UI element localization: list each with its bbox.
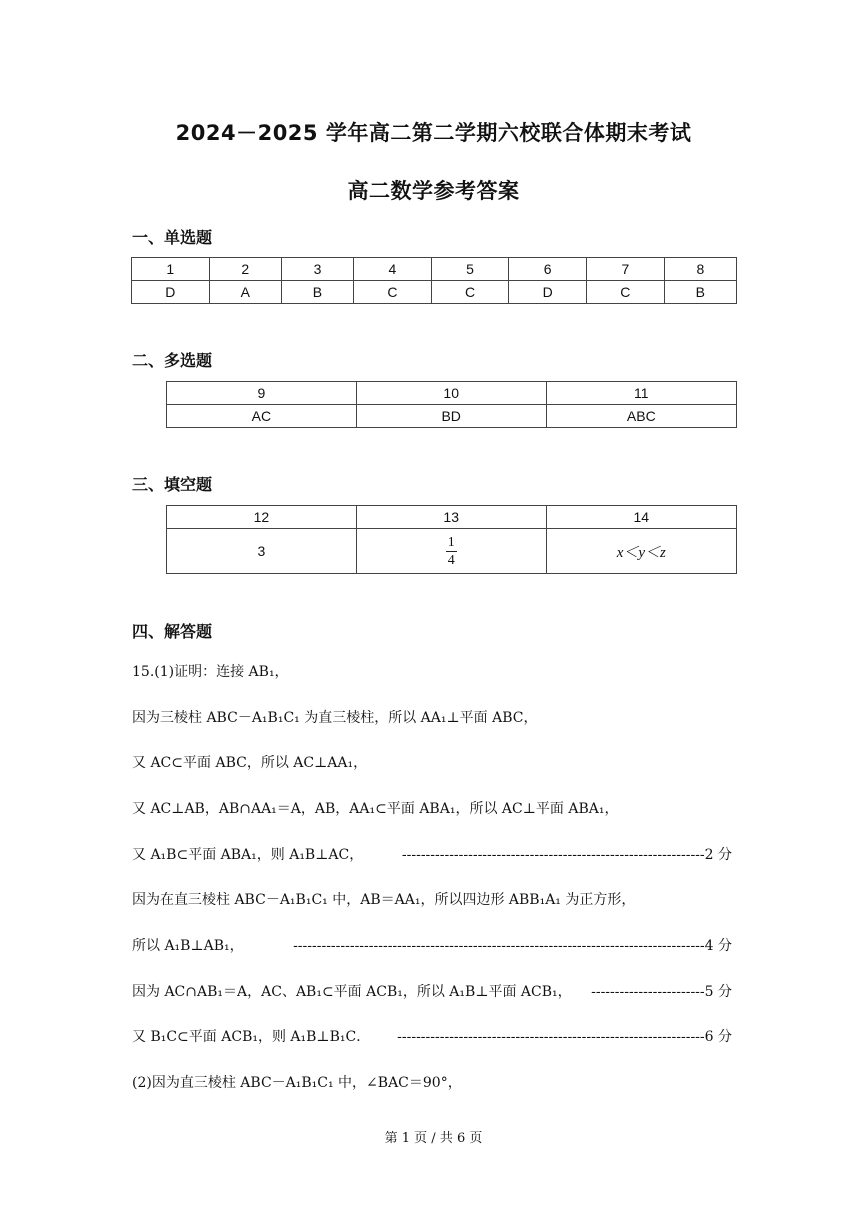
table-cell: B — [281, 281, 353, 304]
score-marker: ---------------------------------------------------------------------------------------4 分 — [293, 938, 732, 954]
solution-line — [132, 1026, 732, 1046]
solution-text: 所以 A₁B⊥AB₁， — [132, 938, 244, 954]
table-cell: x＜y＜z — [546, 529, 736, 574]
table-cell: D — [509, 281, 587, 304]
solution-line — [132, 844, 732, 864]
section-solutions: 四、解答题 — [132, 622, 213, 641]
solution-line — [132, 1072, 732, 1092]
solution-text: 因为 AC∩AB₁＝A，AC、AB₁⊂平面 ACB₁，所以 A₁B⊥平面 ACB₁， — [132, 984, 572, 1000]
solution-text: 因为三棱柱 ABC－A₁B₁C₁ 为直三棱柱，所以 AA₁⊥平面 ABC， — [132, 710, 538, 726]
table-cell: C — [354, 281, 432, 304]
table-cell: 13 — [356, 506, 546, 529]
solution-line — [132, 707, 732, 727]
table-cell: 2 — [209, 258, 281, 281]
table-cell: BD — [356, 405, 546, 428]
table-cell: ABC — [546, 405, 736, 428]
solution-line — [132, 889, 732, 909]
solution-line — [132, 752, 732, 772]
fill-blank-table — [166, 505, 737, 574]
exam-title: 2024－2025 学年高二第二学期六校联合体期末考试 — [175, 121, 692, 145]
answer-key-title: 高二数学参考答案 — [347, 179, 520, 203]
single-choice-table — [131, 257, 737, 304]
table-cell: B — [664, 281, 736, 304]
table-cell: 14 — [546, 506, 736, 529]
table-cell: D — [132, 281, 210, 304]
section-multi-choice: 二、多选题 — [132, 351, 213, 370]
fraction-numerator: 1 — [447, 534, 455, 550]
score-marker: ----------------------------------------------------------------2 分 — [401, 847, 732, 863]
table-cell: 5 — [431, 258, 509, 281]
table-cell: 12 — [167, 506, 357, 529]
table-cell: 6 — [509, 258, 587, 281]
solution-text: 又 AC⊂平面 ABC，所以 AC⊥AA₁， — [132, 755, 368, 771]
table-cell: 9 — [167, 382, 357, 405]
fraction-denominator: 4 — [447, 552, 455, 568]
section-fill-blank: 三、填空题 — [132, 475, 213, 494]
solution-text: 因为在直三棱柱 ABC－A₁B₁C₁ 中，AB＝AA₁，所以四边形 ABB₁A₁ 为正方形， — [132, 892, 636, 908]
solution-line — [132, 935, 732, 955]
table-cell: 8 — [664, 258, 736, 281]
solution-line — [132, 661, 732, 681]
table-cell: C — [431, 281, 509, 304]
score-marker: -----------------------------------------------------------------6 分 — [397, 1029, 732, 1045]
section-single-choice: 一、单选题 — [132, 228, 213, 247]
table-cell: AC — [167, 405, 357, 428]
fraction — [446, 534, 457, 569]
table-cell: 10 — [356, 382, 546, 405]
table-cell: 4 — [354, 258, 432, 281]
solution-line — [132, 981, 732, 1001]
solution-text: 又 A₁B⊂平面 ABA₁，则 A₁B⊥AC， — [132, 847, 364, 863]
multi-choice-table — [166, 381, 737, 428]
solution-text: (2)因为直三棱柱 ABC－A₁B₁C₁ 中，∠BAC＝90°， — [132, 1075, 462, 1091]
table-cell: 7 — [587, 258, 665, 281]
table-cell: C — [587, 281, 665, 304]
table-cell: 3 — [281, 258, 353, 281]
table-cell: 11 — [546, 382, 736, 405]
table-cell: 1 — [132, 258, 210, 281]
solution-line — [132, 798, 732, 818]
table-cell: A — [209, 281, 281, 304]
table-cell — [356, 529, 546, 574]
solution-text: 又 AC⊥AB，AB∩AA₁＝A，AB，AA₁⊂平面 ABA₁，所以 AC⊥平面 ABA₁， — [132, 801, 619, 817]
table-cell: 3 — [167, 529, 357, 574]
score-marker: ------------------------5 分 — [591, 984, 732, 1000]
page-footer: 第 1 页 / 共 6 页 — [384, 1131, 483, 1146]
solution-text: 又 B₁C⊂平面 ACB₁，则 A₁B⊥B₁C． — [132, 1029, 371, 1045]
solution-text: 15.(1)证明：连接 AB₁， — [132, 664, 289, 680]
